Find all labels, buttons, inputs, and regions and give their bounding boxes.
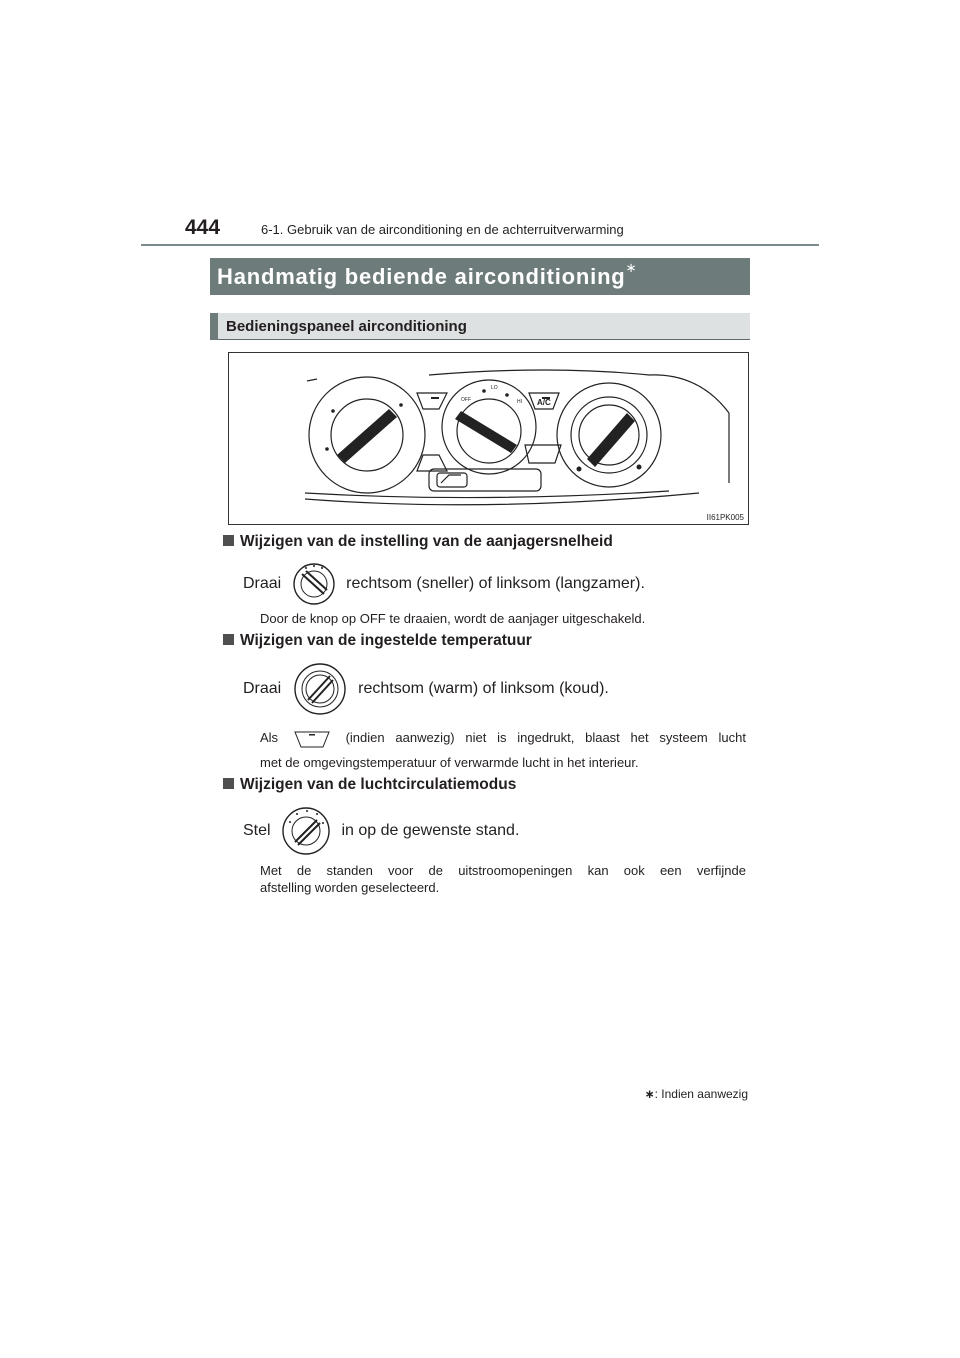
footnote <box>645 1087 748 1101</box>
section-temperature-heading <box>223 632 532 650</box>
page-number: 444 <box>185 216 221 239</box>
section-heading-text: Wijzigen van de ingestelde temperatuur <box>240 632 532 649</box>
subtitle: Bedieningspaneel airconditioning <box>226 318 467 335</box>
airflow-note-line2: afstelling worden geselecteerd. <box>260 880 440 895</box>
running-header: 6-1. Gebruik van de airconditioning en de achterruitverwarming <box>261 222 624 237</box>
temperature-knob-icon <box>292 662 348 716</box>
dial-label-hi: HI <box>517 399 522 405</box>
page-title-text: Handmatig bediende airconditioning <box>217 264 626 289</box>
note-suffix: (indien aanwezig) niet is ingedrukt, blaast het systeem lucht <box>345 730 746 745</box>
section-heading-text: Wijzigen van de luchtcirculatiemodus <box>240 776 517 793</box>
instruction-suffix: rechtsom (sneller) of linksom (langzamer). <box>346 575 645 593</box>
square-bullet-icon <box>223 778 234 789</box>
fan-speed-note: Door de knop op OFF te draaien, wordt de aanjager uitgeschakeld. <box>260 611 646 626</box>
note-prefix: Als <box>260 730 279 745</box>
temperature-note-line2: met de omgevingstemperatuur of verwarmde lucht in het interieur. <box>260 755 639 770</box>
footnote-mark: ∗ <box>644 1087 655 1101</box>
instruction-suffix: rechtsom (warm) of linksom (koud). <box>358 680 609 698</box>
square-bullet-icon <box>223 634 234 645</box>
section-fan-speed-heading <box>223 533 613 551</box>
fan-speed-instruction <box>243 562 645 606</box>
instruction-suffix: in op de gewenste stand. <box>341 822 520 840</box>
figure-code: II61PK005 <box>706 513 744 522</box>
section-heading-text: Wijzigen van de instelling van de aanjagersnelheid <box>240 533 613 550</box>
airflow-instruction <box>243 806 519 856</box>
dial-label-off: OFF <box>461 397 471 403</box>
square-bullet-icon <box>223 535 234 546</box>
ac-button-label: A/C <box>537 398 551 407</box>
temperature-instruction <box>243 662 609 716</box>
control-panel-illustration <box>229 353 748 524</box>
header-rule <box>141 244 819 246</box>
footnote-text: : Indien aanwezig <box>654 1087 748 1101</box>
instruction-prefix: Stel <box>243 822 271 840</box>
subtitle-accent <box>210 313 218 340</box>
instruction-prefix: Draai <box>243 575 282 593</box>
temperature-note-line1 <box>260 728 746 749</box>
section-airflow-heading <box>223 776 516 794</box>
dial-label-lo: LO <box>491 385 498 391</box>
fan-speed-knob-icon <box>292 562 336 606</box>
page-title <box>217 260 638 290</box>
control-panel-figure <box>228 352 749 525</box>
airflow-note-line1: Met de standen voor de uitstroomopeningen kan ook een verfijnde <box>260 863 746 878</box>
airflow-mode-knob-icon <box>281 806 331 856</box>
instruction-prefix: Draai <box>243 680 282 698</box>
ac-button-icon <box>293 729 331 749</box>
title-asterisk: ∗ <box>625 260 638 275</box>
